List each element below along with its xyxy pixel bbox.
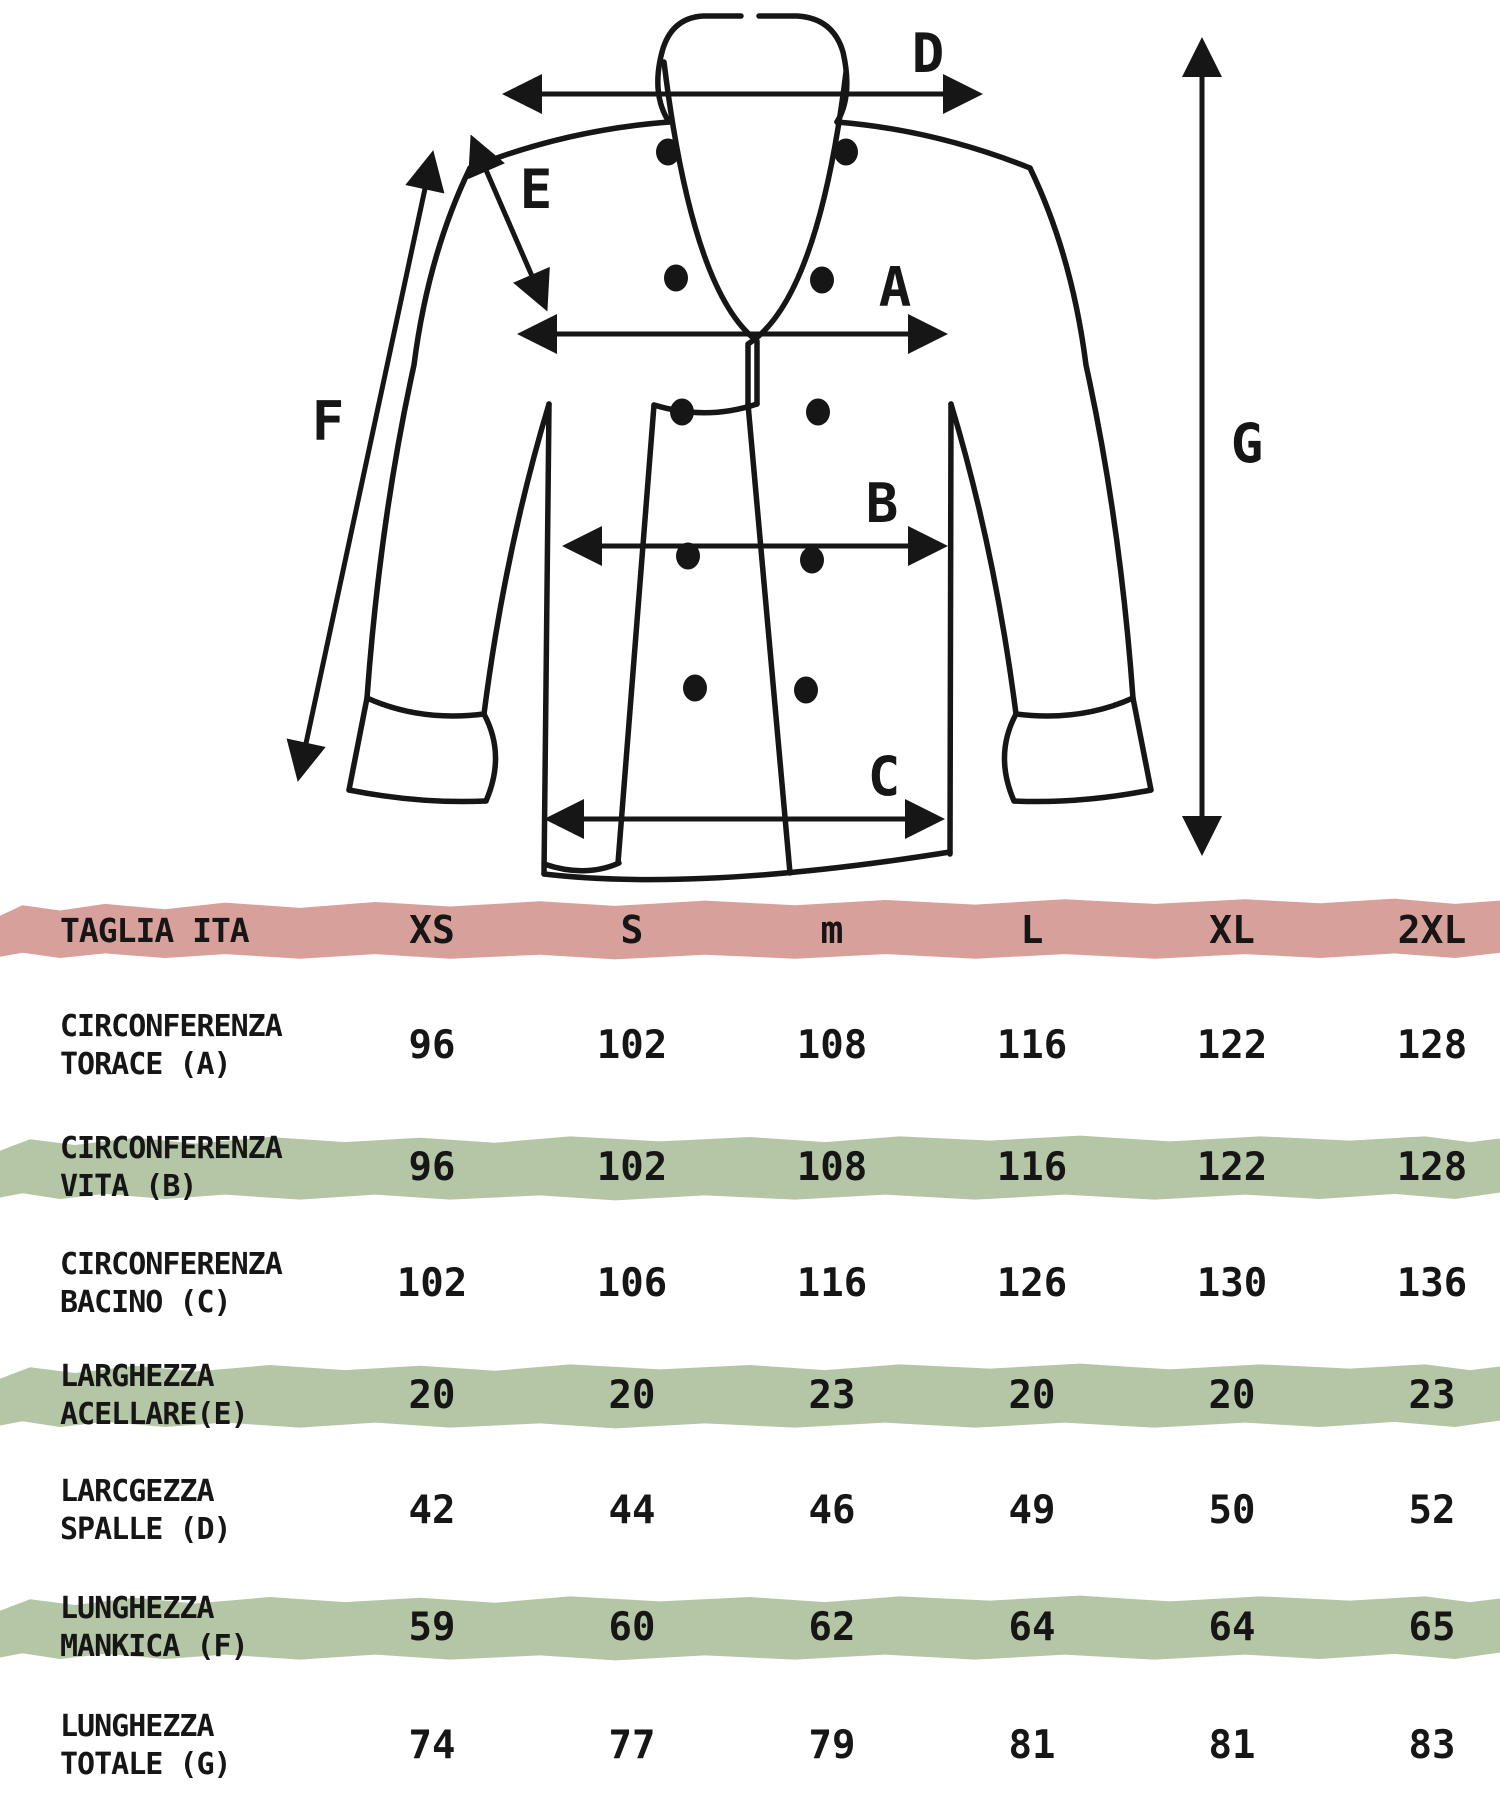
row-label — [0, 1708, 332, 1784]
size-value: 23 — [808, 1373, 856, 1418]
size-value: 49 — [1008, 1488, 1056, 1533]
row-label — [0, 1246, 332, 1322]
row-label — [0, 1130, 332, 1206]
table-row-torace — [0, 988, 1500, 1103]
row-label-line2: ACELLARE(E) — [60, 1396, 248, 1432]
size-value: 81 — [1208, 1723, 1256, 1768]
row-label-line2: MANKICA (F) — [60, 1628, 248, 1664]
measure-label-b: B — [865, 472, 899, 535]
size-value: 102 — [596, 1145, 668, 1190]
row-label-line1: LUNGHEZZA — [60, 1590, 214, 1626]
size-column-l: L — [1020, 908, 1044, 952]
size-value: 116 — [796, 1261, 868, 1306]
row-label — [0, 1008, 332, 1084]
size-column-xl: XL — [1209, 908, 1255, 952]
row-label-line2: BACINO (C) — [60, 1284, 231, 1320]
size-value: 122 — [1196, 1145, 1268, 1190]
size-value: 102 — [396, 1261, 468, 1306]
size-table-header-row — [0, 896, 1500, 964]
size-value: 116 — [996, 1023, 1068, 1068]
size-value: 20 — [408, 1373, 456, 1418]
table-row-totale — [0, 1688, 1500, 1803]
row-label — [0, 1358, 332, 1434]
size-value: 102 — [596, 1023, 668, 1068]
table-row-manica — [0, 1570, 1500, 1685]
size-value: 108 — [796, 1023, 868, 1068]
size-value: 130 — [1196, 1261, 1268, 1306]
table-row-vita — [0, 1110, 1500, 1225]
size-value: 81 — [1008, 1723, 1056, 1768]
size-value: 83 — [1408, 1723, 1456, 1768]
size-value: 23 — [1408, 1373, 1456, 1418]
size-value: 20 — [1208, 1373, 1256, 1418]
row-label-line2: TORACE (A) — [60, 1046, 231, 1082]
size-value: 106 — [596, 1261, 668, 1306]
row-label-line1: LARCGEZZA — [60, 1473, 214, 1509]
table-row-acellare — [0, 1338, 1500, 1453]
size-value: 64 — [1008, 1605, 1056, 1650]
size-value: 116 — [996, 1145, 1068, 1190]
size-value: 126 — [996, 1261, 1068, 1306]
size-value: 46 — [808, 1488, 856, 1533]
size-value: 79 — [808, 1723, 856, 1768]
jacket-measurement-diagram — [0, 0, 1500, 895]
size-column-xs: XS — [409, 908, 455, 952]
row-label-line1: CIRCONFERENZA — [60, 1130, 282, 1166]
size-column-s: S — [620, 908, 644, 952]
size-value: 77 — [608, 1723, 656, 1768]
size-value: 108 — [796, 1145, 868, 1190]
row-label-line2: SPALLE (D) — [60, 1511, 231, 1547]
size-value: 42 — [408, 1488, 456, 1533]
size-value: 96 — [408, 1023, 456, 1068]
size-value: 60 — [608, 1605, 656, 1650]
size-value: 50 — [1208, 1488, 1256, 1533]
size-value: 20 — [1008, 1373, 1056, 1418]
measure-label-c: C — [867, 745, 901, 808]
row-label-line2: TOTALE (G) — [60, 1746, 231, 1782]
size-column-m: m — [820, 908, 844, 952]
measure-label-d: D — [911, 22, 945, 85]
size-value: 65 — [1408, 1605, 1456, 1650]
size-value: 96 — [408, 1145, 456, 1190]
size-value: 128 — [1396, 1145, 1468, 1190]
size-value: 128 — [1396, 1023, 1468, 1068]
row-label — [0, 1590, 332, 1666]
size-value: 122 — [1196, 1023, 1268, 1068]
row-label — [0, 1473, 332, 1549]
table-title: TAGLIA ITA — [60, 910, 249, 950]
table-row-bacino — [0, 1226, 1500, 1341]
size-column-2xl: 2XL — [1397, 908, 1467, 952]
size-value: 44 — [608, 1488, 656, 1533]
size-value: 62 — [808, 1605, 856, 1650]
row-label-line1: CIRCONFERENZA — [60, 1008, 282, 1044]
row-label-line1: LUNGHEZZA — [60, 1708, 214, 1744]
size-value: 20 — [608, 1373, 656, 1418]
size-value: 64 — [1208, 1605, 1256, 1650]
size-value: 74 — [408, 1723, 456, 1768]
row-label-line2: VITA (B) — [60, 1168, 197, 1204]
row-label-line1: CIRCONFERENZA — [60, 1246, 282, 1282]
measure-label-a: A — [878, 256, 912, 319]
table-row-spalle — [0, 1453, 1500, 1568]
size-value: 136 — [1396, 1261, 1468, 1306]
row-label-line1: LARGHEZZA — [60, 1358, 214, 1394]
chef-jacket-outline — [349, 16, 1151, 880]
measure-label-e: E — [519, 158, 553, 221]
measure-label-f: F — [311, 390, 345, 453]
size-value: 59 — [408, 1605, 456, 1650]
measure-label-g: G — [1230, 412, 1264, 475]
size-value: 52 — [1408, 1488, 1456, 1533]
jacket-buttons — [656, 139, 858, 704]
